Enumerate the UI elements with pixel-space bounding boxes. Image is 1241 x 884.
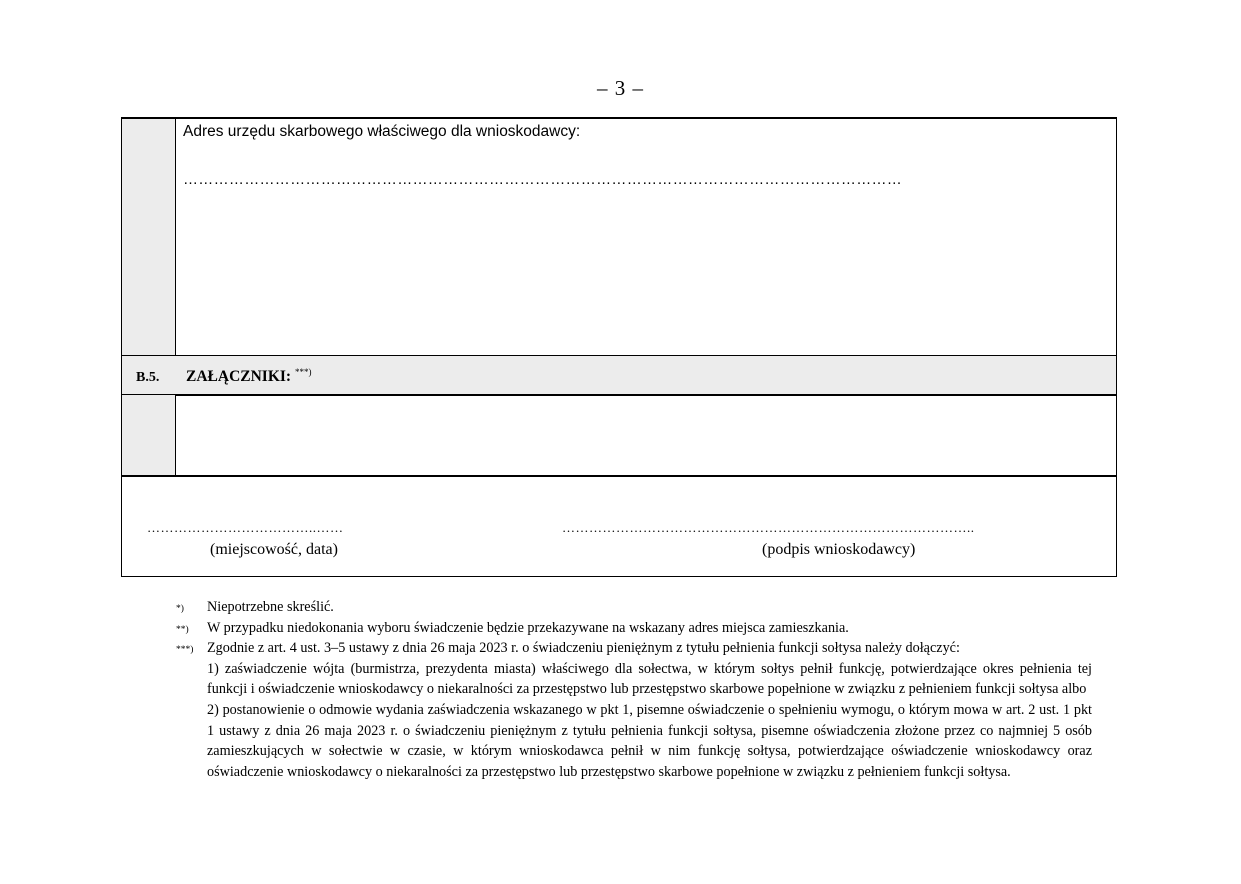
footnote-text: Zgodnie z art. 4 ust. 3–5 ustawy z dnia 26 maja 2023 r. o świadczeniu pieniężnym z tytułu pełnienia funkcji sołtysa należy dołączyć: — [207, 640, 960, 657]
tax-office-address-label: Adres urzędu skarbowego właściwego dla wnioskodawcy: — [183, 123, 581, 140]
footnote-2 — [176, 618, 1092, 639]
footnote-text: W przypadku niedokonania wyboru świadczenie będzie przekazywane na wskazany adres miejsca zamieszkania. — [207, 619, 849, 636]
footnote-text: Niepotrzebne skreślić. — [207, 599, 334, 615]
footnote-3 — [176, 638, 1092, 782]
section-code: B.5. — [136, 370, 160, 385]
footnote-item-2: 2) postanowienie o odmowie wydania zaświadczenia wskazanego w pkt 1, pisemne oświadczenie o spełnieniu wymogu, o którym mowa w art. 2 ust. 1 pkt 1 ustawy z dnia 26 maja 2023 r. o świadczeniu pieniężnym z tytułu pełnienia funkcji sołtysa, pisemne oświadczenia złożone przez co najmniej 5 osób zamieszkujących w sołectwie w czasie, w którym wnioskodawca pełnił w nim funkcję sołtysa, potwierdzające oświadczenie wnioskodawcy oraz oświadczenie wnioskodawcy o niekaralności za przestępstwo lub przestępstwo skarbowe popełnione w związku z pełnieniem funkcji sołtysa. — [207, 701, 1092, 780]
footnotes — [176, 597, 1092, 782]
attachments-footnote-mark: ***) — [294, 367, 312, 377]
place-date-caption: (miejscowość, data) — [210, 541, 338, 558]
footnote-mark: ***) — [176, 645, 194, 656]
signature-field[interactable]: ……………………………………………………………………………….. — [562, 520, 975, 535]
attachments-field[interactable] — [121, 394, 1117, 477]
page-number: – 3 – — [597, 76, 644, 100]
footnote-mark: **) — [176, 624, 189, 635]
place-date-field[interactable]: ………………………………..…… — [147, 520, 344, 535]
section-sidebar — [122, 119, 176, 356]
section-sidebar — [122, 395, 176, 476]
footnote-item-1: 1) zaświadczenie wójta (burmistrza, prezydenta miasta) właściwego dla sołectwa, w którym sołtys pełnił funkcję, potwierdzające okres pełnienia tej funkcji i oświadczenie wnioskodawcy o niekaralności za przestępstwo lub przestępstwo skarbowe popełnione w związku z pełnieniem funkcji sołtysa albo — [207, 660, 1092, 698]
signature-section — [121, 475, 1117, 577]
attachments-header — [121, 355, 1117, 396]
attachments-title — [186, 367, 311, 386]
tax-office-address-field[interactable]: …………………………………………………………………………………………………………………………… — [183, 171, 903, 188]
attachments-title-text: ZAŁĄCZNIKI: — [186, 368, 292, 385]
footnote-1 — [176, 597, 1092, 618]
signature-caption: (podpis wnioskodawcy) — [762, 541, 916, 558]
footnote-mark: *) — [176, 604, 184, 614]
tax-office-address-section — [121, 117, 1117, 357]
